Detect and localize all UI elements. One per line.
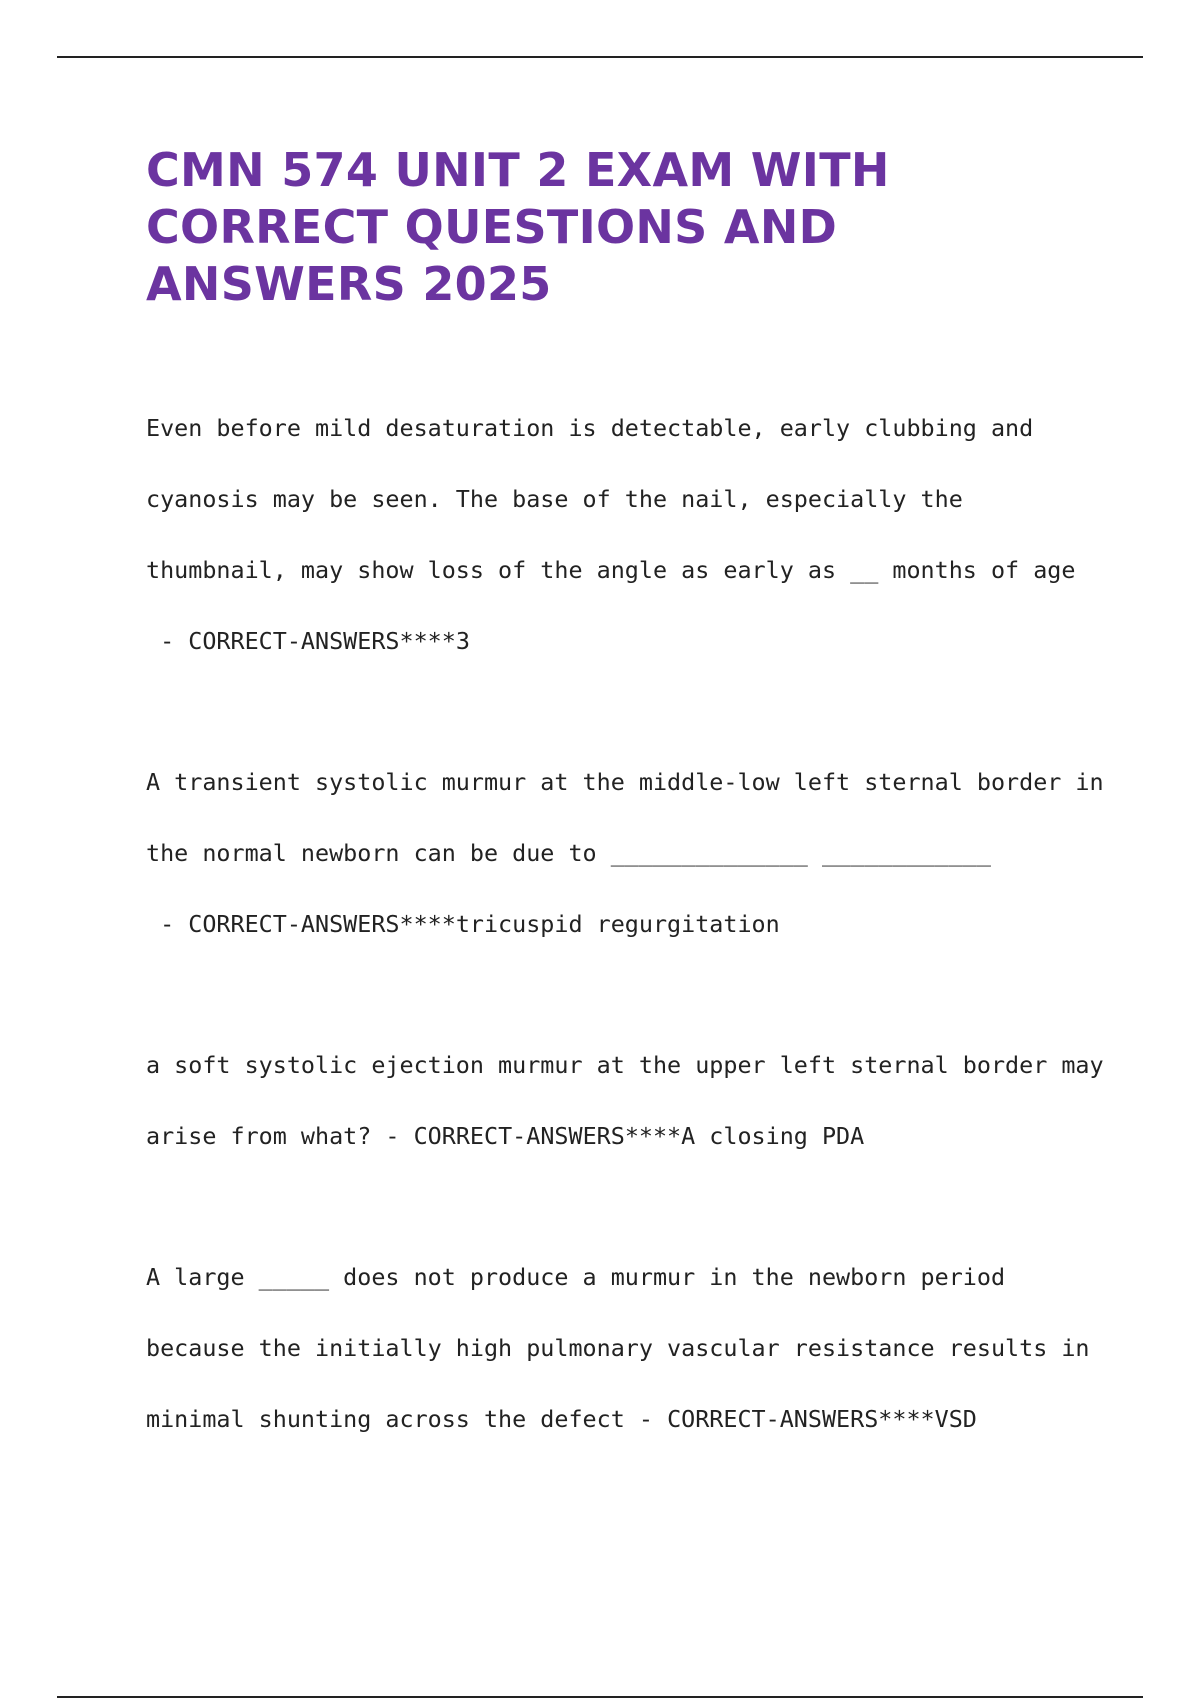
separator: - xyxy=(624,1405,668,1433)
top-rule xyxy=(57,56,1143,58)
qa-item-4 xyxy=(146,1242,1106,1455)
question-text: A transient systolic murmur at the middle-low left sternal border in the normal newborn can be due to ______________ ____________ xyxy=(146,768,1104,867)
question-text: Even before mild desaturation is detectable, early clubbing and cyanosis may be seen. The base of the nail, especially the thumbnail, may show loss of the angle as early as __ months of age xyxy=(146,414,1076,584)
qa-item-2 xyxy=(146,747,1106,960)
answer-text: CORRECT-ANSWERS****A closing PDA xyxy=(413,1122,865,1150)
qa-item-1 xyxy=(146,393,1106,677)
answer-text: CORRECT-ANSWERS****VSD xyxy=(667,1405,977,1433)
separator: - xyxy=(371,1122,414,1150)
answer-text: CORRECT-ANSWERS****3 xyxy=(188,627,470,655)
separator: - xyxy=(146,910,189,938)
answer-text: CORRECT-ANSWERS****tricuspid regurgitation xyxy=(188,910,780,938)
separator: - xyxy=(146,627,189,655)
document-title: CMN 574 UNIT 2 EXAM WITH CORRECT QUESTIONS AND ANSWERS 2025 xyxy=(146,143,890,311)
question-text: A large _____ does not produce a murmur in the newborn period because the initially high pulmonary vascular resistance results in minimal shunting across the defect xyxy=(146,1263,1090,1433)
qa-item-3 xyxy=(146,1030,1106,1172)
bottom-rule xyxy=(57,1696,1143,1698)
question-text: a soft systolic ejection murmur at the upper left sternal border may arise from what? xyxy=(146,1051,1104,1150)
